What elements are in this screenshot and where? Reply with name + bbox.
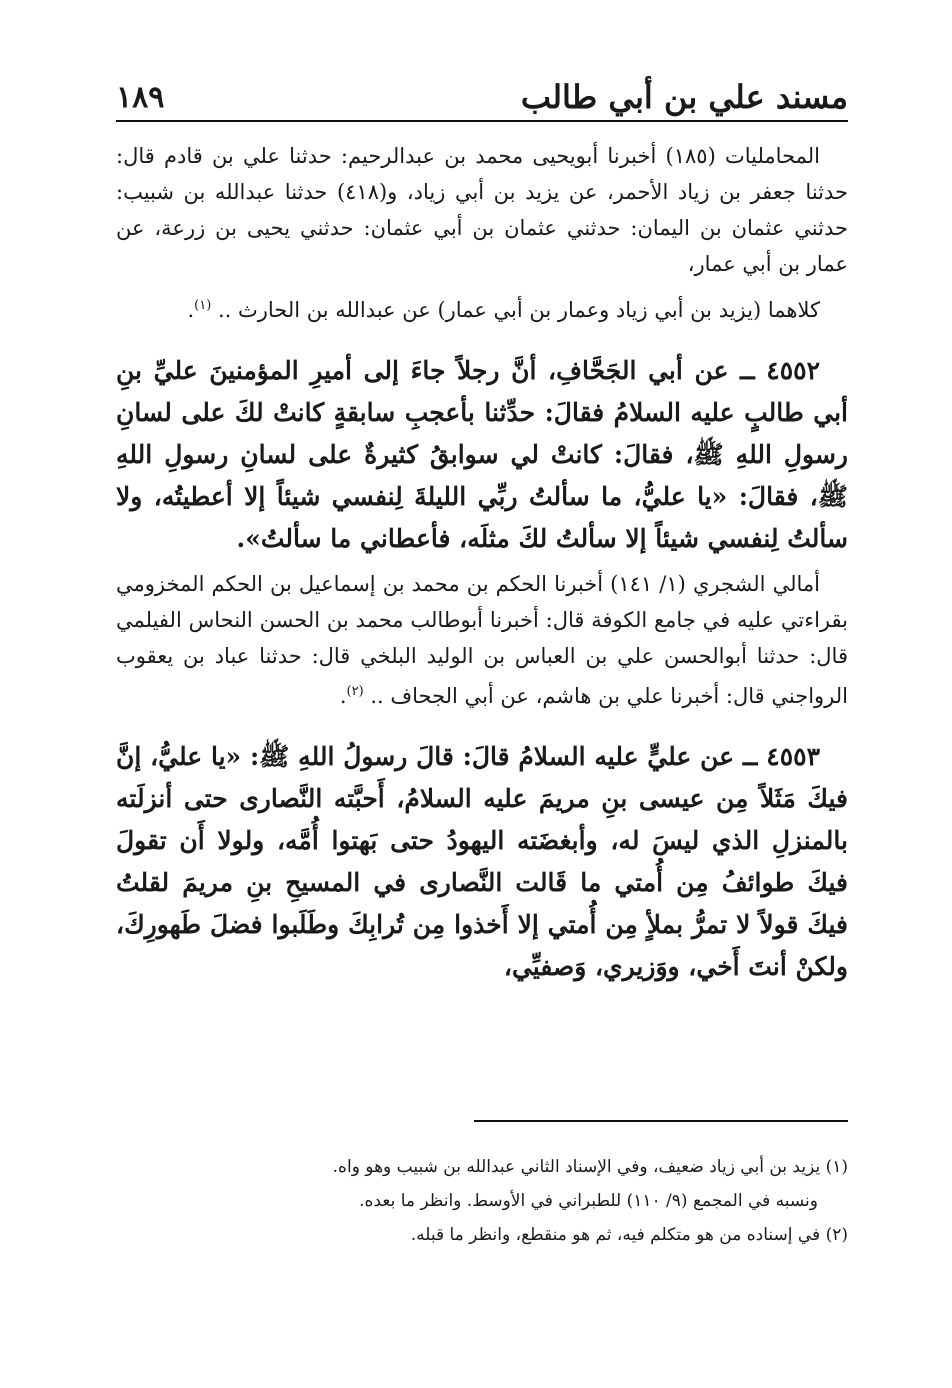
hadith-paragraph — [116, 350, 848, 560]
page-number: ١٨٩ — [116, 80, 165, 115]
book-title: مسند علي بن أبي طالب — [520, 78, 848, 116]
hadith-text: ٤٥٥٢ ــ عن أبي الجَحَّافِ، أنَّ رجلاً جاءَ إلى أميرِ المؤمنينَ عليِّ بنِ أبي طالبٍ عليه السلامُ فقالَ: حدِّثنا بأعجبِ سابقةٍ كانتْ لكَ على لسانِ رسولِ اللهِ ﷺ، فقالَ: كانتْ لي سوابقُ كثيرةٌ على لسانِ رسولِ اللهِ ﷺ، فقالَ: «يا عليُّ، ما سألتُ ربِّي الليلةَ لِنفسي شيئاً إلا أعطيتُه، ولا سألتُ لِنفسي شيئاً إلا سألتُ لكَ مثلَه، فأعطاني ما سألتُ». — [116, 356, 848, 553]
hadith-text: ٤٥٥٣ ــ عن عليٍّ عليه السلامُ قالَ: قالَ رسولُ اللهِ ﷺ: «يا عليُّ، إنَّ فيكَ مَثَلاً مِن عيسى بنِ مريمَ عليه السلامُ، أَحبَّته النَّصارى حتى أنزلَته بالمنزلِ الذي ليسَ له، وأبغضَته اليهودُ حتى بَهتوا أُمَّه، ولولا أَن تقولَ فيكَ طوائفُ مِن أُمتي ما قَالت النَّصارى في المسيحِ بنِ مريمَ لقلتُ فيكَ قولاً لا تمرُّ بملأٍ مِن أُمتي إلا أَخذوا مِن تُرابِكَ وطَلَبوا فضلَ طَهورِكَ، ولكنْ أنتَ أَخي، ووَزيري، وَصفيِّي، — [116, 742, 848, 981]
footnote-divider — [474, 1120, 848, 1122]
footnote-marker: (١) — [194, 298, 212, 313]
source-paragraph — [116, 288, 848, 328]
source-text: أمالي الشجري (١/ ١٤١) أخبرنا الحكم بن محمد بن إسماعيل بن الحكم المخزومي بقراءتي عليه في جامع الكوفة قال: أخبرنا أبوطالب محمد بن الحسن النحاس الفيلمي قال: حدثنا أبوالحسن علي بن العباس بن الوليد البلخي قال: حدثنا عباد بن يعقوب الرواجني قال: أخبرنا علي بن هاشم، عن أبي الجحاف .. — [116, 572, 848, 708]
footnote: (١) يزيد بن أبي زياد ضعيف، وفي الإسناد الثاني عبدالله بن شبيب وهو واه. — [332, 1157, 848, 1177]
source-text: المحامليات (١٨٥) أخبرنا أبويحيى محمد بن عبدالرحيم: حدثنا علي بن قادم قال: حدثنا جعفر بن زياد الأحمر، عن يزيد بن أبي زياد، و(٤١٨) حدثنا عبدالله بن شبيب: حدثني عثمان بن اليمان: حدثني عثمان بن أبي عثمان: حدثني يحيى بن زرعة، عن عمار بن أبي عمار، — [116, 144, 849, 276]
source-tail: . — [187, 298, 195, 322]
source-text: كلاهما (يزيد بن أبي زياد وعمار بن أبي عمار) عن عبدالله بن الحارث .. — [211, 298, 820, 322]
footnote-marker: (٢) — [346, 684, 364, 699]
footnote-continuation: ونسبه في المجمع (٩/ ١١٠) للطبراني في الأوسط. وانظر ما بعده. — [359, 1191, 818, 1211]
hadith-paragraph — [116, 736, 848, 988]
main-text — [116, 138, 848, 994]
source-paragraph — [116, 566, 848, 714]
source-paragraph — [116, 138, 848, 282]
footnote: (٢) في إسناده من هو متكلم فيه، ثم هو منقطع، وانظر ما قبله. — [410, 1225, 848, 1245]
source-tail: . — [339, 684, 347, 708]
running-header — [116, 74, 848, 122]
footnotes — [116, 1150, 848, 1252]
